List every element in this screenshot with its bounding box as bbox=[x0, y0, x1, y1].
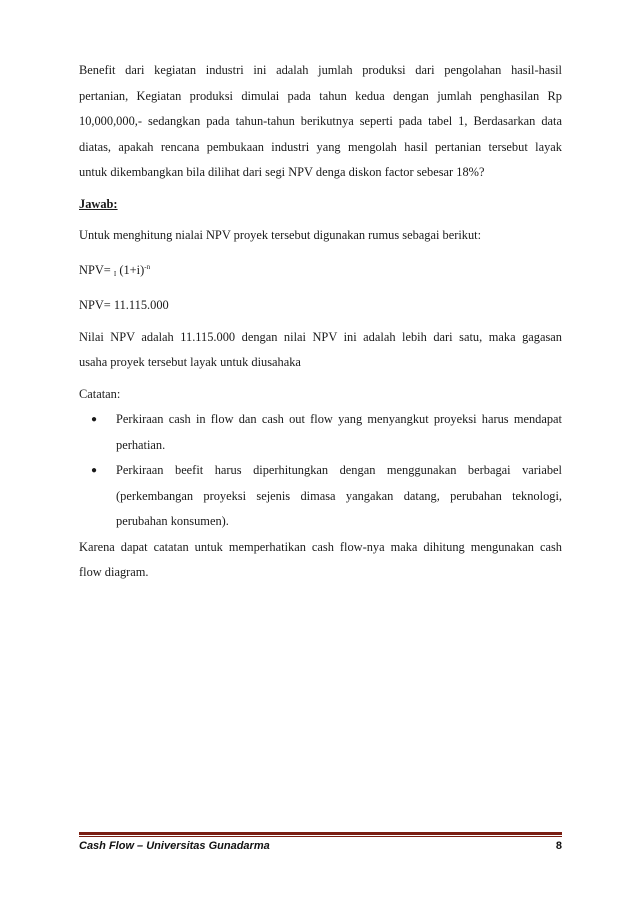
closing-paragraph bbox=[79, 535, 562, 586]
intro-line-4: diatas, apakah rencana pembukaan industri yang mengolah hasil pertanian tersebut layak bbox=[79, 139, 562, 154]
method-text: Untuk menghitung nialai NPV proyek tersebut digunakan rumus sebagai berikut: bbox=[79, 228, 482, 242]
conclusion-line-1: Nilai NPV adalah 11.115.000 dengan nilai NPV ini adalah lebih dari satu, maka gagasan bbox=[79, 329, 562, 344]
notes-label: Catatan: bbox=[79, 386, 121, 401]
conclusion-line-2: usaha proyek tersebut layak untuk diusahaka bbox=[79, 355, 301, 369]
closing-line-2: flow diagram. bbox=[79, 565, 149, 579]
footer-rule bbox=[79, 832, 562, 835]
note-2-line-3: perubahan konsumen). bbox=[116, 514, 229, 528]
closing-line-1: Karena dapat catatan untuk memperhatikan cash flow-nya maka dihitung mengunakan cash bbox=[79, 539, 562, 554]
intro-line-1: Benefit dari kegiatan industri ini adalah jumlah produksi dari pengolahan hasil-hasil bbox=[79, 63, 562, 77]
bullet-icon: ● bbox=[91, 465, 98, 476]
notes-list bbox=[79, 407, 562, 535]
npv-formula bbox=[79, 255, 562, 288]
page-footer bbox=[79, 840, 562, 852]
page-number: 8 bbox=[555, 840, 562, 852]
formula-sub: I bbox=[113, 269, 117, 278]
bullet-icon: ● bbox=[91, 414, 98, 425]
intro-paragraph bbox=[79, 58, 562, 186]
conclusion-paragraph bbox=[79, 325, 562, 376]
npv-result: NPV= 11.115.000 bbox=[79, 298, 169, 312]
formula-sup: -n bbox=[144, 262, 151, 271]
page-body bbox=[79, 58, 562, 586]
note-item-1 bbox=[79, 407, 562, 458]
note-item-2 bbox=[79, 458, 562, 535]
footer-rule-thin bbox=[79, 836, 562, 837]
note-2-line-1: Perkiraan beefit harus diperhitungkan dengan menggunakan berbagai variabel bbox=[116, 463, 562, 477]
footer-title: Cash Flow – Universitas Gunadarma bbox=[79, 840, 270, 852]
formula-middle: (1+i) bbox=[119, 262, 145, 277]
intro-line-3: 10,000,000,- sedangkan pada tahun-tahun berikutnya seperti pada tabel 1, Berdasarkan data bbox=[79, 114, 562, 128]
note-2-line-2: (perkembangan proyeksi sejenis dimasa yangakan datang, perubahan teknologi, bbox=[116, 488, 562, 503]
formula-prefix: NPV= bbox=[79, 262, 111, 277]
note-1-line-1: Perkiraan cash in flow dan cash out flow yang menyangkut proyeksi harus mendapat bbox=[116, 412, 562, 426]
intro-line-5: untuk dikembangkan bila dilihat dari segi NPV denga diskon factor sebesar 18%? bbox=[79, 165, 485, 179]
note-1-line-2: perhatian. bbox=[116, 437, 166, 452]
intro-line-2: pertanian, Kegiatan produksi dimulai pada tahun kedua dengan jumlah penghasilan Rp bbox=[79, 88, 562, 103]
answer-heading: Jawab: bbox=[79, 196, 118, 211]
